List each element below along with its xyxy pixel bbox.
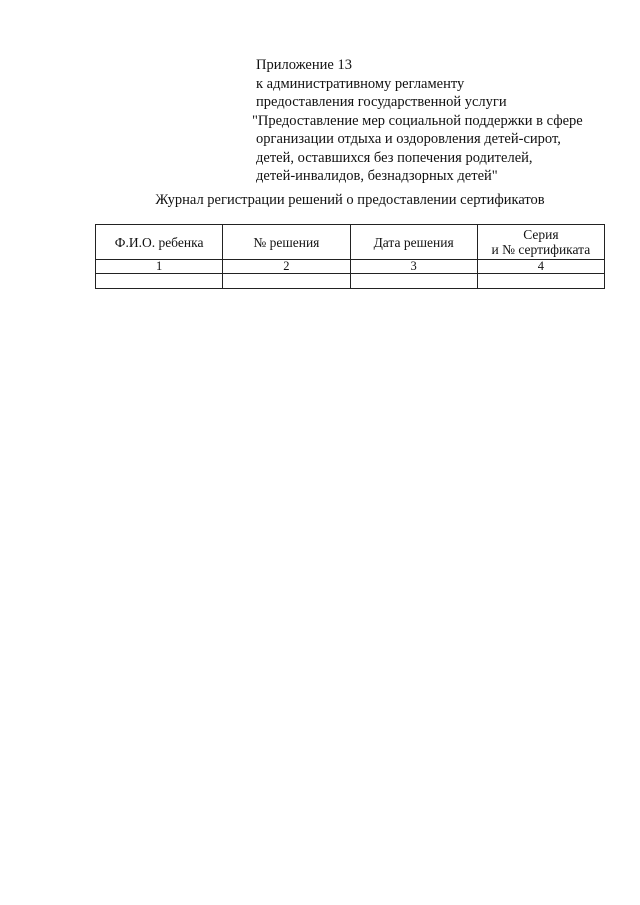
appendix-reference-line: детей-инвалидов, безнадзорных детей" — [256, 168, 498, 184]
column-header-certificate — [477, 225, 604, 260]
column-number: 2 — [223, 260, 350, 274]
appendix-header — [252, 56, 626, 186]
appendix-reference-line: предоставления государственной услуги — [256, 94, 507, 110]
table-cell — [96, 274, 223, 289]
appendix-number: Приложение 13 — [256, 57, 352, 73]
appendix-reference-line: детей, оставшихся без попечения родителей, — [256, 149, 533, 166]
certificate-header-line-2: и № сертификата — [491, 242, 591, 257]
column-header-child-name: Ф.И.О. ребенка — [96, 225, 223, 260]
table-header-row — [96, 225, 605, 260]
column-number: 1 — [96, 260, 223, 274]
table-row — [96, 274, 605, 289]
journal-title: Журнал регистрации решений о предоставлении сертификатов — [155, 192, 545, 208]
table-cell — [350, 274, 477, 289]
table-cell — [223, 274, 350, 289]
column-header-decision-date: Дата решения — [350, 225, 477, 260]
appendix-reference-line: организации отдыха и оздоровления детей-сирот, — [256, 131, 561, 147]
column-number: 3 — [350, 260, 477, 274]
appendix-reference-line: к административному регламенту — [256, 75, 465, 92]
table-cell — [477, 274, 604, 289]
certificate-header-line-1: Серия — [523, 227, 559, 242]
journal-table — [95, 224, 605, 289]
column-number-row — [96, 260, 605, 274]
appendix-reference-line: "Предоставление мер социальной поддержки в сфере — [252, 112, 583, 129]
column-header-decision-number: № решения — [223, 225, 350, 260]
column-number: 4 — [477, 260, 604, 274]
